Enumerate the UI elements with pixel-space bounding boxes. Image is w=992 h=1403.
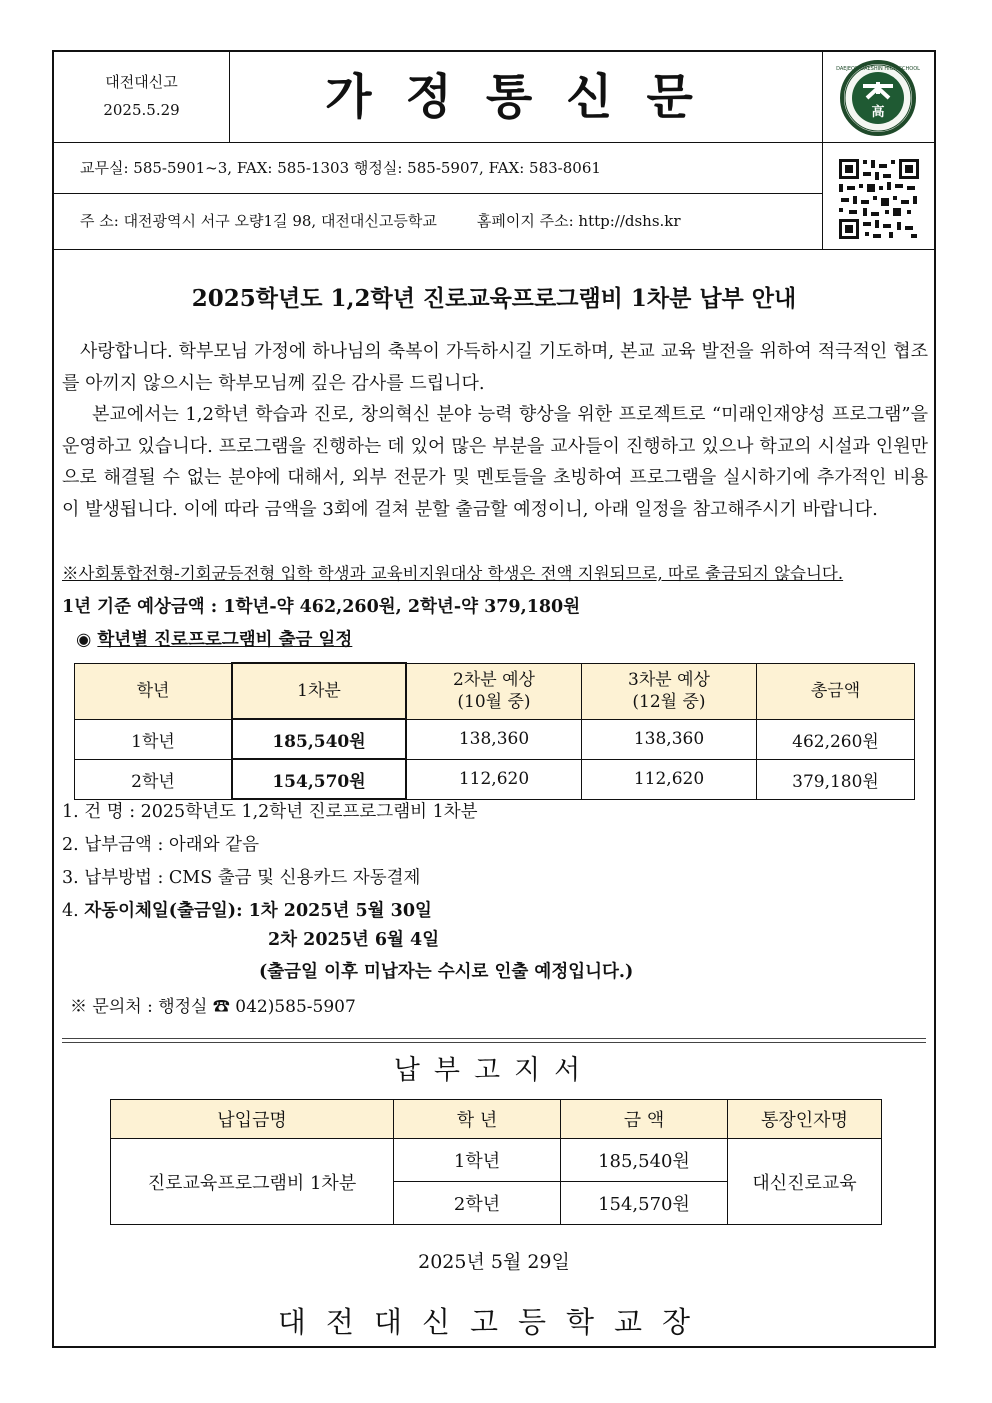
school-short-name: 대전대신고 — [105, 73, 178, 91]
col-grade: 학 년 — [394, 1100, 561, 1139]
cell-total: 379,180원 — [757, 759, 915, 799]
document-title: 가정통신문 — [325, 69, 727, 125]
cell-amount: 154,570원 — [561, 1182, 728, 1225]
cell-total: 462,260원 — [757, 719, 915, 759]
col-third-month: (12월 중) — [632, 692, 706, 712]
cell-amount: 185,540원 — [561, 1139, 728, 1182]
detail-item-subject: 1. 건 명 : 2025학년도 1,2학년 진로프로그램비 1차분 — [62, 802, 478, 822]
emblem-ring-text: DAEJEON DAESHIN HIGH SCHOOL — [836, 66, 920, 72]
second-withdrawal-date: 2차 2025년 6월 4일 — [268, 930, 440, 950]
school-date-box — [54, 52, 230, 142]
col-second-payment — [406, 663, 582, 719]
notice-frame — [52, 50, 936, 1348]
support-note: ※사회통합전형-기회균등전형 입학 학생과 교육비지원대상 학생은 전액 지원되므로, 따로 출금되지 않습니다. — [62, 564, 844, 583]
cell-grade: 1학년 — [394, 1139, 561, 1182]
table-row — [111, 1139, 882, 1182]
withdrawal-schedule-table — [74, 662, 915, 800]
col-amount: 금 액 — [561, 1100, 728, 1139]
emblem-letter: 高 — [871, 105, 885, 120]
address-row — [54, 194, 822, 249]
schedule-heading-text: 학년별 진로프로그램비 출금 일정 — [97, 630, 353, 650]
payment-slip-title: 납부고지서 — [393, 1055, 595, 1086]
detail-item-method: 3. 납부방법 : CMS 출금 및 신용카드 자동결제 — [62, 868, 421, 888]
col-grade: 학년 — [75, 663, 233, 719]
cell-second: 138,360 — [406, 719, 582, 759]
withdrawal-note: (출금일 이후 미납자는 수시로 인출 예정입니다.) — [259, 962, 634, 982]
detail-item-amount: 2. 납부금액 : 아래와 같음 — [62, 835, 259, 855]
contact-numbers: 교무실: 585-5901~3, FAX: 585-1303 행정실: 585-5907, FAX: 583-8061 — [54, 142, 822, 194]
program-paragraph: 본교에서는 1,2학년 학습과 진로, 창의혁신 분야 능력 향상을 위한 프로젝트로 “미래인재양성 프로그램”을 운영하고 있습니다. 프로그램을 진행하는 데 있어 많은 부분을 교사들이 진행하고 있으나 학교의 시설과 인원만으로 해결될 수 없는 분야에 대해서, 외부 전문가 및 멘토들을 초빙하여 프로그램을 실시하기에 추가적인 비용이 발생됩니다. 이에 따라 금액을 3회에 걸쳐 분할 출금할 예정이니, 아래 일정을 참고해주시기 바랍니다. — [62, 404, 928, 520]
yearly-estimate: 1년 기준 예상금액 : 1학년-약 462,260원, 2학년-약 379,180원 — [62, 597, 581, 617]
cell-third: 112,620 — [582, 759, 757, 799]
letterhead — [54, 52, 934, 249]
cell-third: 138,360 — [582, 719, 757, 759]
col-item-name: 납입금명 — [111, 1100, 394, 1139]
cell-first: 154,570원 — [232, 759, 406, 799]
payment-details — [62, 796, 478, 928]
letterhead-divider — [54, 249, 934, 250]
table-row — [75, 759, 915, 799]
inquiry-contact: ※ 문의처 : 행정실 ☎ 042)585-5907 — [70, 997, 356, 1017]
cell-item-name: 진로교육프로그램비 1차분 — [111, 1139, 394, 1225]
principal-signature: 대전대신고등학교장 — [277, 1305, 711, 1339]
table-header-row — [75, 663, 915, 719]
section-divider — [62, 1038, 926, 1043]
cell-first: 185,540원 — [232, 719, 406, 759]
letterhead-top-row — [54, 52, 934, 143]
col-third-payment — [582, 663, 757, 719]
detail-item-date-text: 자동이체일(출금일): 1차 2025년 5월 30일 — [84, 901, 432, 921]
detail-item-date — [62, 895, 478, 928]
issue-date: 2025.5.29 — [103, 101, 180, 119]
table-row — [75, 719, 915, 759]
school-address: 주 소: 대전광역시 서구 오량1길 98, 대전대신고등학교 — [80, 212, 437, 230]
col-third-label: 3차분 예상 — [628, 670, 710, 690]
footer-date: 2025년 5월 29일 — [418, 1251, 570, 1273]
cell-account-name: 대신진로교육 — [728, 1139, 882, 1225]
col-total: 총금액 — [757, 663, 915, 719]
col-second-month: (10월 중) — [457, 692, 531, 712]
school-emblem-icon — [823, 52, 935, 142]
cell-grade: 2학년 — [394, 1182, 561, 1225]
payment-slip-table — [110, 1099, 882, 1225]
col-first-payment: 1차분 — [232, 663, 406, 719]
col-account-name: 통장인자명 — [728, 1100, 882, 1139]
homepage-address: 홈페이지 주소: http://dshs.kr — [476, 212, 681, 230]
qr-code-icon[interactable] — [823, 146, 935, 253]
cell-grade: 1학년 — [75, 719, 233, 759]
bullet-icon: ◉ — [76, 630, 92, 650]
cell-grade: 2학년 — [75, 759, 233, 799]
logo-qr-column — [822, 52, 935, 249]
table-header-row — [111, 1100, 882, 1139]
detail-item-number: 4. — [62, 901, 79, 921]
cell-second: 112,620 — [406, 759, 582, 799]
notice-title: 2025학년도 1,2학년 진로교육프로그램비 1차분 납부 안내 — [191, 285, 797, 312]
greeting-paragraph: 사랑합니다. 학부모님 가정에 하나님의 축복이 가득하시길 기도하며, 본교 교육 발전을 위하여 적극적인 협조를 아끼지 않으시는 학부모님께 깊은 감사를 드립니다. — [62, 341, 928, 394]
col-second-label: 2차분 예상 — [453, 670, 535, 690]
schedule-heading — [76, 626, 352, 651]
